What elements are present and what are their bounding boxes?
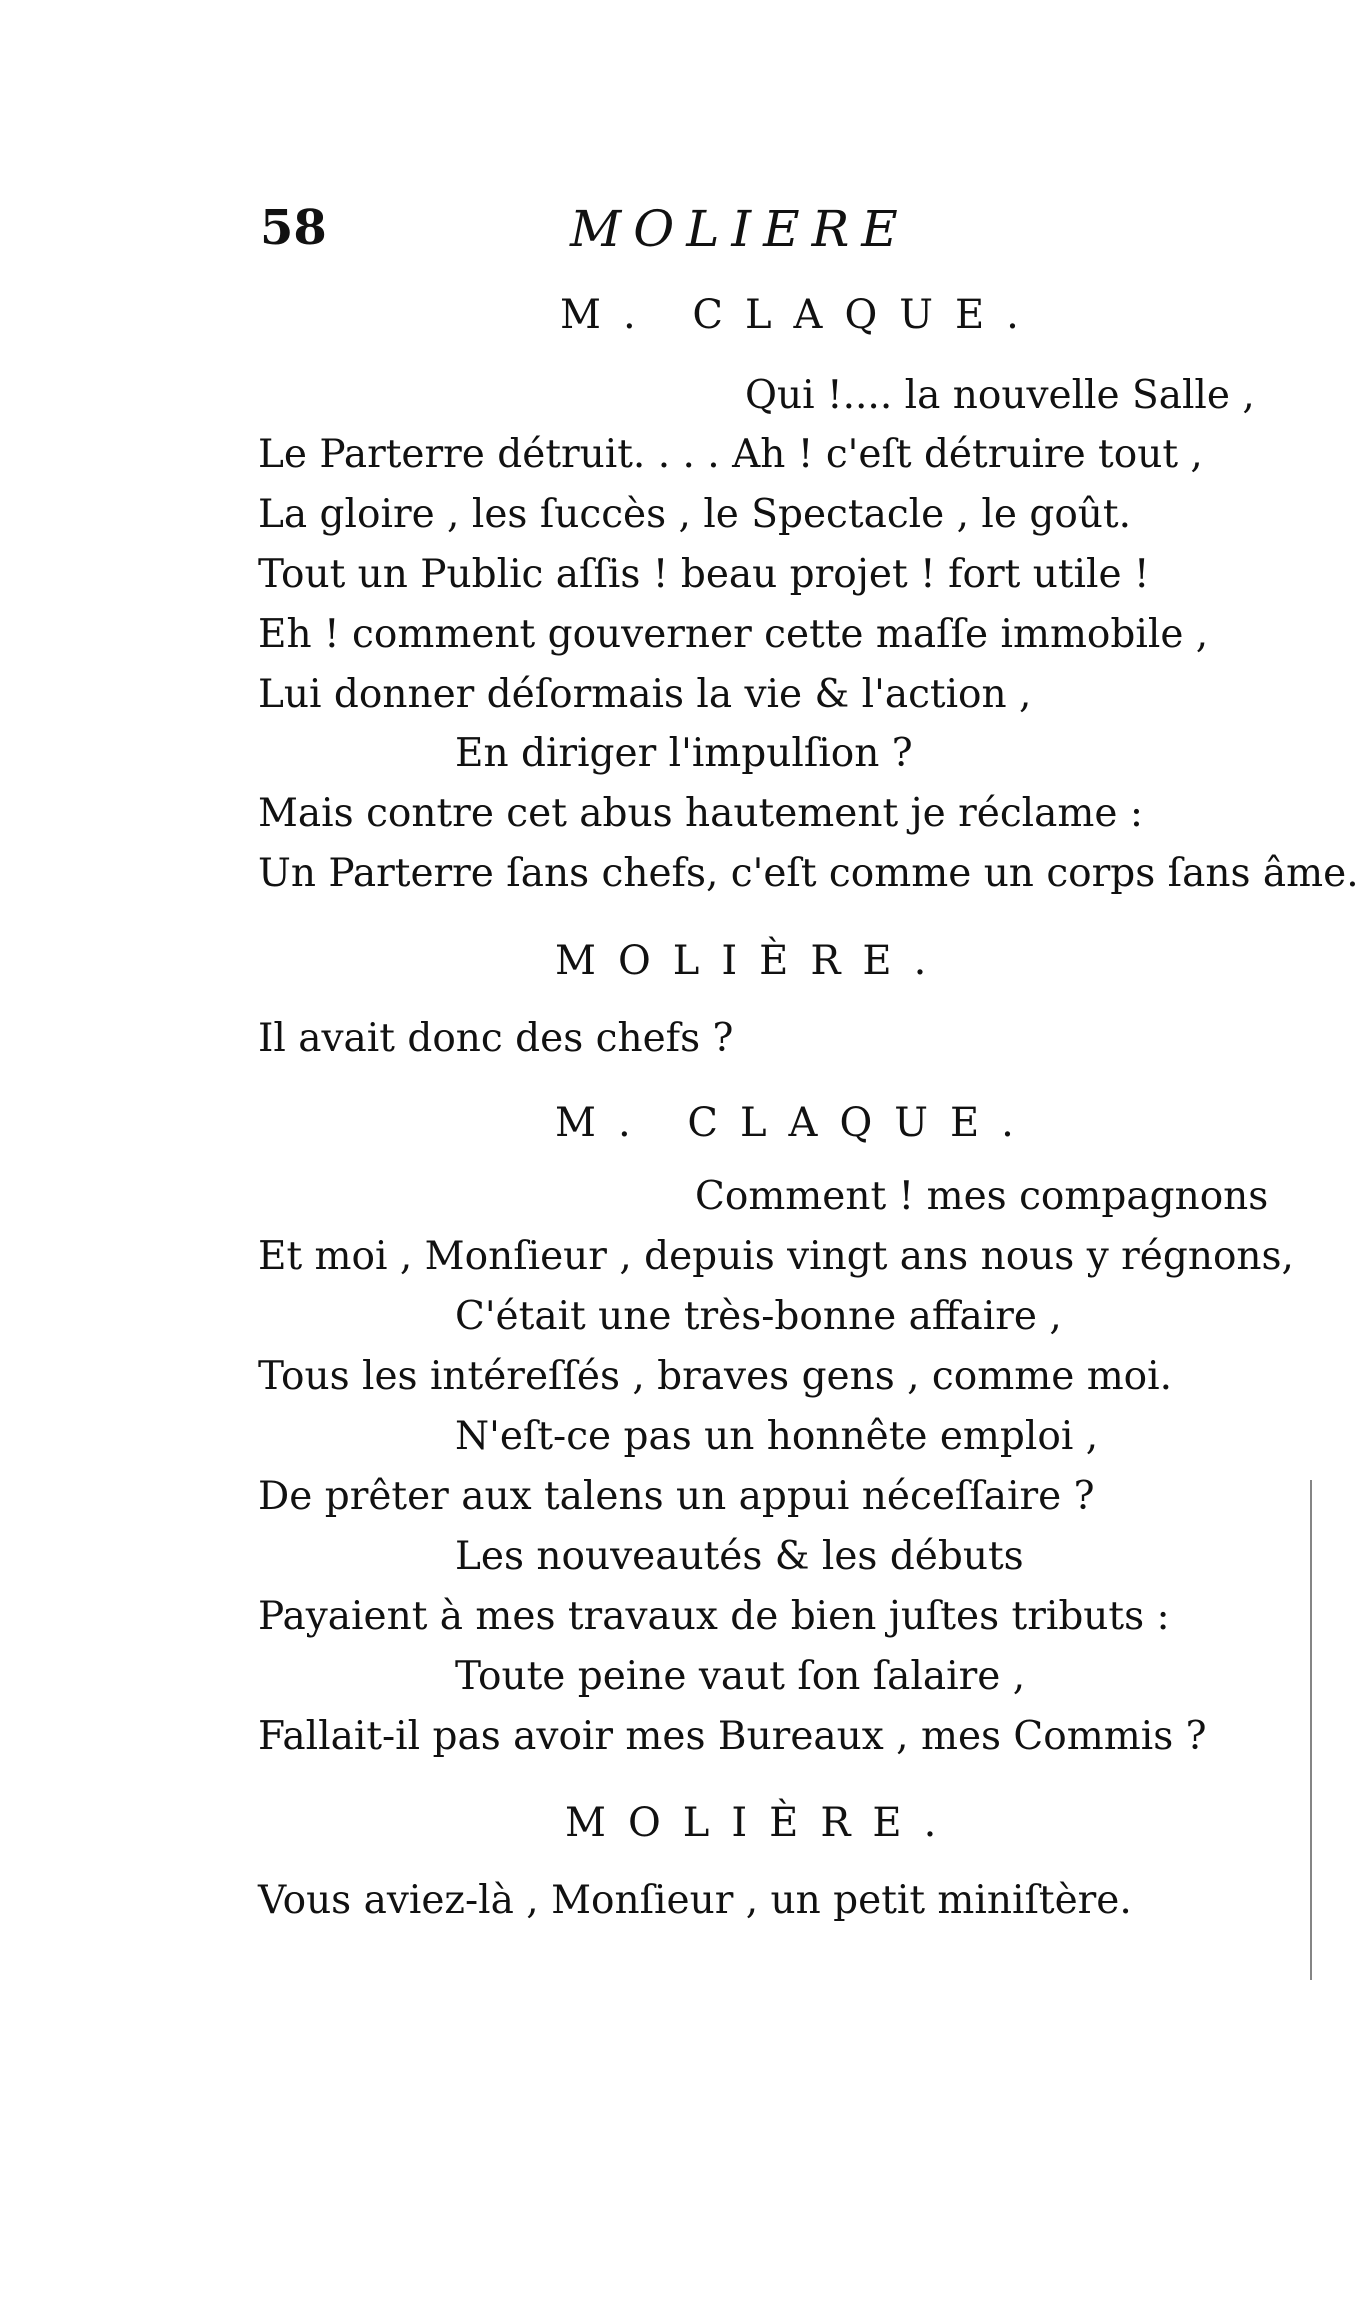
verse-line: Tout un Public aſſis ! beau projet ! fort utile ! xyxy=(258,552,1150,597)
verse-line: De prêter aux talens un appui néceſſaire ? xyxy=(258,1474,1095,1519)
running-head: MOLIERE xyxy=(570,200,910,258)
verse-line: C'était une très-bonne affaire , xyxy=(455,1294,1062,1339)
verse-line: Et moi , Monſieur , depuis vingt ans nous y régnons, xyxy=(258,1234,1294,1279)
verse-line: Vous aviez-là , Monſieur , un petit miniſtère. xyxy=(258,1878,1132,1923)
verse-line: Fallait-il pas avoir mes Bureaux , mes Commis ? xyxy=(258,1714,1207,1759)
verse-line: Comment ! mes compagnons xyxy=(695,1174,1269,1219)
verse-line: Les nouveautés & les débuts xyxy=(455,1534,1024,1579)
speaker-name: MOLIÈRE. xyxy=(555,938,949,984)
page-header xyxy=(240,200,1060,270)
speaker-name: MOLIÈRE. xyxy=(565,1800,959,1846)
verse-line: Toute peine vaut ſon ſalaire , xyxy=(455,1654,1026,1699)
speaker-name: M. CLAQUE. xyxy=(560,292,1041,338)
verse-line: Il avait donc des chefs ? xyxy=(258,1016,734,1061)
verse-line: Payaient à mes travaux de bien juſtes tributs : xyxy=(258,1594,1170,1639)
verse-line: Tous les intéreſſés , braves gens , comme moi. xyxy=(258,1354,1173,1399)
verse-line: Lui donner déſormais la vie & l'action , xyxy=(258,672,1032,717)
verse-line: Mais contre cet abus hautement je réclame : xyxy=(258,791,1143,836)
verse-line: Le Parterre détruit. . . . Ah ! c'eſt détruire tout , xyxy=(258,432,1203,477)
verse-line: En diriger l'impulſion ? xyxy=(455,731,913,776)
verse-line: Qui !.... la nouvelle Salle , xyxy=(745,373,1255,418)
verse-line: N'eſt-ce pas un honnête emploi , xyxy=(455,1414,1099,1459)
verse-line: Eh ! comment gouverner cette maſſe immobile , xyxy=(258,612,1209,657)
speaker-name: M. CLAQUE. xyxy=(555,1100,1036,1146)
page-number: 58 xyxy=(260,200,327,256)
margin-rule xyxy=(1310,1480,1312,1980)
verse-line: Un Parterre ſans chefs, c'eſt comme un corps ſans âme. xyxy=(258,851,1359,896)
verse-line: La gloire , les ſuccès , le Spectacle , le goût. xyxy=(258,492,1131,537)
